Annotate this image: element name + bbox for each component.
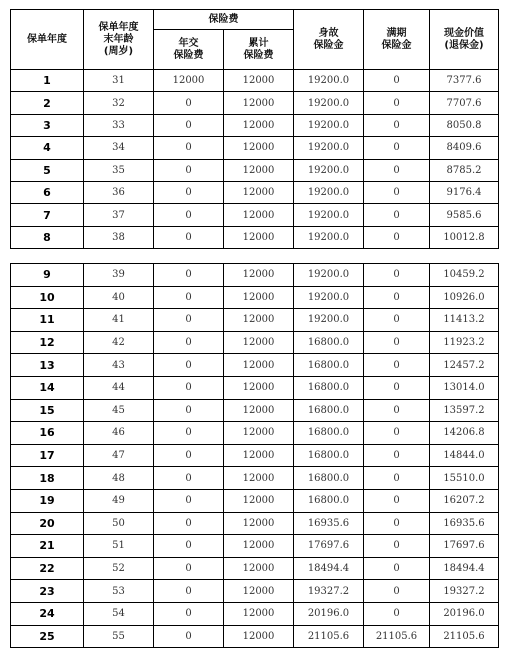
cell-death-benefit: 16800.0 — [294, 467, 364, 490]
cell-cumulative-premium: 12000 — [224, 264, 294, 287]
cell-cash-value: 8785.2 — [430, 159, 499, 181]
cell-cumulative-premium: 12000 — [224, 625, 294, 648]
cell-death-benefit: 18494.4 — [294, 557, 364, 580]
cell-cash-value: 7377.6 — [430, 70, 499, 92]
cell-death-benefit: 19200.0 — [294, 159, 364, 181]
table-row — [11, 331, 499, 354]
cell-death-benefit: 16800.0 — [294, 354, 364, 377]
cell-maturity-benefit: 0 — [364, 70, 430, 92]
cell-age: 50 — [84, 512, 154, 535]
cell-annual-premium: 12000 — [154, 70, 224, 92]
cell-cash-value: 10012.8 — [430, 226, 499, 248]
cell-annual-premium: 0 — [154, 489, 224, 512]
cell-annual-premium: 0 — [154, 376, 224, 399]
cell-annual-premium: 0 — [154, 226, 224, 248]
cell-annual-premium: 0 — [154, 264, 224, 287]
cell-policy-year: 1 — [11, 70, 84, 92]
cell-cash-value: 21105.6 — [430, 625, 499, 648]
cell-cash-value: 8050.8 — [430, 114, 499, 136]
cell-age: 45 — [84, 399, 154, 422]
cell-annual-premium: 0 — [154, 535, 224, 558]
table-row — [11, 444, 499, 467]
table-row — [11, 580, 499, 603]
cell-cumulative-premium: 12000 — [224, 92, 294, 114]
cell-cumulative-premium: 12000 — [224, 137, 294, 159]
cell-cumulative-premium: 12000 — [224, 204, 294, 226]
cell-age: 31 — [84, 70, 154, 92]
cell-age: 44 — [84, 376, 154, 399]
cell-annual-premium: 0 — [154, 467, 224, 490]
cell-policy-year: 18 — [11, 467, 84, 490]
header-annual-premium: 年交 保险费 — [154, 30, 224, 70]
cell-maturity-benefit: 0 — [364, 444, 430, 467]
cell-age: 52 — [84, 557, 154, 580]
table-row — [11, 181, 499, 203]
header-age: 保单年度 末年龄 (周岁) — [84, 10, 154, 70]
cell-annual-premium: 0 — [154, 602, 224, 625]
cell-policy-year: 9 — [11, 264, 84, 287]
header-cash-value: 现金价值 (退保金) — [430, 10, 499, 70]
policy-benefit-table-part-1 — [10, 9, 499, 249]
cell-age: 47 — [84, 444, 154, 467]
cell-policy-year: 20 — [11, 512, 84, 535]
cell-age: 46 — [84, 422, 154, 445]
table-row — [11, 467, 499, 490]
cell-death-benefit: 19327.2 — [294, 580, 364, 603]
cell-death-benefit: 16935.6 — [294, 512, 364, 535]
table-row — [11, 159, 499, 181]
cell-cash-value: 15510.0 — [430, 467, 499, 490]
cell-annual-premium: 0 — [154, 159, 224, 181]
cell-death-benefit: 19200.0 — [294, 181, 364, 203]
header-cumulative-premium: 累计 保险费 — [224, 30, 294, 70]
cell-maturity-benefit: 0 — [364, 309, 430, 332]
cell-death-benefit: 19200.0 — [294, 264, 364, 287]
table-row — [11, 602, 499, 625]
cell-annual-premium: 0 — [154, 286, 224, 309]
cell-age: 42 — [84, 331, 154, 354]
cell-cash-value: 16207.2 — [430, 489, 499, 512]
cell-annual-premium: 0 — [154, 399, 224, 422]
cell-policy-year: 12 — [11, 331, 84, 354]
cell-cash-value: 20196.0 — [430, 602, 499, 625]
cell-maturity-benefit: 0 — [364, 226, 430, 248]
cell-cash-value: 9176.4 — [430, 181, 499, 203]
cell-annual-premium: 0 — [154, 354, 224, 377]
cell-cash-value: 10459.2 — [430, 264, 499, 287]
cell-policy-year: 16 — [11, 422, 84, 445]
cell-cumulative-premium: 12000 — [224, 489, 294, 512]
cell-maturity-benefit: 0 — [364, 114, 430, 136]
cell-cash-value: 11923.2 — [430, 331, 499, 354]
cell-policy-year: 23 — [11, 580, 84, 603]
table-row — [11, 376, 499, 399]
cell-maturity-benefit: 0 — [364, 512, 430, 535]
cell-policy-year: 17 — [11, 444, 84, 467]
cell-cash-value: 13014.0 — [430, 376, 499, 399]
cell-age: 55 — [84, 625, 154, 648]
cell-policy-year: 25 — [11, 625, 84, 648]
cell-maturity-benefit: 0 — [364, 286, 430, 309]
cell-policy-year: 10 — [11, 286, 84, 309]
table-row — [11, 309, 499, 332]
cell-cash-value: 17697.6 — [430, 535, 499, 558]
cell-maturity-benefit: 0 — [364, 264, 430, 287]
cell-age: 48 — [84, 467, 154, 490]
cell-death-benefit: 19200.0 — [294, 70, 364, 92]
cell-policy-year: 5 — [11, 159, 84, 181]
cell-maturity-benefit: 0 — [364, 159, 430, 181]
cell-maturity-benefit: 0 — [364, 580, 430, 603]
table-row — [11, 286, 499, 309]
cell-age: 33 — [84, 114, 154, 136]
cell-policy-year: 4 — [11, 137, 84, 159]
cell-cumulative-premium: 12000 — [224, 286, 294, 309]
cell-age: 35 — [84, 159, 154, 181]
table-row — [11, 264, 499, 287]
cell-age: 34 — [84, 137, 154, 159]
header-premium-group: 保险费 — [154, 10, 294, 30]
table-row — [11, 535, 499, 558]
cell-maturity-benefit: 0 — [364, 331, 430, 354]
cell-annual-premium: 0 — [154, 557, 224, 580]
cell-death-benefit: 19200.0 — [294, 286, 364, 309]
cell-cumulative-premium: 12000 — [224, 467, 294, 490]
table-gap — [0, 249, 509, 263]
table-row — [11, 204, 499, 226]
table-row — [11, 512, 499, 535]
cell-age: 32 — [84, 92, 154, 114]
table-row — [11, 489, 499, 512]
cell-annual-premium: 0 — [154, 114, 224, 136]
cell-cash-value: 12457.2 — [430, 354, 499, 377]
cell-death-benefit: 21105.6 — [294, 625, 364, 648]
cell-policy-year: 21 — [11, 535, 84, 558]
cell-cash-value: 9585.6 — [430, 204, 499, 226]
cell-policy-year: 19 — [11, 489, 84, 512]
table-row — [11, 625, 499, 648]
cell-policy-year: 24 — [11, 602, 84, 625]
cell-death-benefit: 16800.0 — [294, 376, 364, 399]
cell-death-benefit: 19200.0 — [294, 114, 364, 136]
table-body-part-1 — [11, 70, 499, 249]
cell-cumulative-premium: 12000 — [224, 376, 294, 399]
table-row — [11, 226, 499, 248]
table-row — [11, 399, 499, 422]
cell-death-benefit: 16800.0 — [294, 331, 364, 354]
cell-age: 41 — [84, 309, 154, 332]
cell-maturity-benefit: 0 — [364, 181, 430, 203]
cell-maturity-benefit: 0 — [364, 376, 430, 399]
table-row — [11, 137, 499, 159]
cell-cumulative-premium: 12000 — [224, 181, 294, 203]
cell-death-benefit: 19200.0 — [294, 309, 364, 332]
cell-cumulative-premium: 12000 — [224, 226, 294, 248]
cell-death-benefit: 20196.0 — [294, 602, 364, 625]
policy-benefit-table-part-2 — [10, 263, 499, 648]
table-row — [11, 354, 499, 377]
cell-cash-value: 11413.2 — [430, 309, 499, 332]
cell-cumulative-premium: 12000 — [224, 580, 294, 603]
cell-cash-value: 14206.8 — [430, 422, 499, 445]
cell-maturity-benefit: 0 — [364, 399, 430, 422]
header-policy-year: 保单年度 — [11, 10, 84, 70]
cell-age: 53 — [84, 580, 154, 603]
cell-cumulative-premium: 12000 — [224, 331, 294, 354]
cell-cumulative-premium: 12000 — [224, 114, 294, 136]
table-body-part-2 — [11, 264, 499, 648]
cell-annual-premium: 0 — [154, 204, 224, 226]
cell-cumulative-premium: 12000 — [224, 159, 294, 181]
cell-maturity-benefit: 0 — [364, 204, 430, 226]
cell-policy-year: 11 — [11, 309, 84, 332]
cell-cash-value: 8409.6 — [430, 137, 499, 159]
cell-annual-premium: 0 — [154, 444, 224, 467]
cell-annual-premium: 0 — [154, 181, 224, 203]
cell-age: 38 — [84, 226, 154, 248]
cell-cash-value: 19327.2 — [430, 580, 499, 603]
cell-policy-year: 2 — [11, 92, 84, 114]
cell-policy-year: 15 — [11, 399, 84, 422]
cell-age: 36 — [84, 181, 154, 203]
table-row — [11, 557, 499, 580]
cell-maturity-benefit: 0 — [364, 602, 430, 625]
table-row — [11, 70, 499, 92]
cell-annual-premium: 0 — [154, 137, 224, 159]
cell-cash-value: 16935.6 — [430, 512, 499, 535]
cell-age: 43 — [84, 354, 154, 377]
cell-annual-premium: 0 — [154, 625, 224, 648]
cell-maturity-benefit: 0 — [364, 557, 430, 580]
header-maturity-benefit: 满期 保险金 — [364, 10, 430, 70]
cell-age: 51 — [84, 535, 154, 558]
cell-cumulative-premium: 12000 — [224, 399, 294, 422]
cell-maturity-benefit: 0 — [364, 92, 430, 114]
cell-policy-year: 13 — [11, 354, 84, 377]
cell-annual-premium: 0 — [154, 580, 224, 603]
cell-age: 54 — [84, 602, 154, 625]
cell-age: 40 — [84, 286, 154, 309]
cell-death-benefit: 16800.0 — [294, 422, 364, 445]
cell-death-benefit: 19200.0 — [294, 226, 364, 248]
cell-annual-premium: 0 — [154, 512, 224, 535]
cell-cash-value: 18494.4 — [430, 557, 499, 580]
cell-maturity-benefit: 0 — [364, 467, 430, 490]
cell-age: 49 — [84, 489, 154, 512]
cell-cumulative-premium: 12000 — [224, 354, 294, 377]
cell-annual-premium: 0 — [154, 331, 224, 354]
cell-cash-value: 14844.0 — [430, 444, 499, 467]
cell-age: 37 — [84, 204, 154, 226]
cell-cash-value: 10926.0 — [430, 286, 499, 309]
cell-age: 39 — [84, 264, 154, 287]
cell-cumulative-premium: 12000 — [224, 70, 294, 92]
cell-policy-year: 7 — [11, 204, 84, 226]
cell-cash-value: 13597.2 — [430, 399, 499, 422]
cell-annual-premium: 0 — [154, 92, 224, 114]
cell-maturity-benefit: 0 — [364, 535, 430, 558]
cell-maturity-benefit: 0 — [364, 354, 430, 377]
cell-maturity-benefit: 0 — [364, 422, 430, 445]
cell-cumulative-premium: 12000 — [224, 444, 294, 467]
cell-death-benefit: 16800.0 — [294, 444, 364, 467]
cell-cumulative-premium: 12000 — [224, 512, 294, 535]
table-row — [11, 422, 499, 445]
cell-death-benefit: 16800.0 — [294, 489, 364, 512]
cell-annual-premium: 0 — [154, 309, 224, 332]
cell-cumulative-premium: 12000 — [224, 535, 294, 558]
cell-maturity-benefit: 0 — [364, 137, 430, 159]
table-row — [11, 114, 499, 136]
cell-cumulative-premium: 12000 — [224, 422, 294, 445]
cell-death-benefit: 17697.6 — [294, 535, 364, 558]
cell-death-benefit: 19200.0 — [294, 92, 364, 114]
cell-death-benefit: 19200.0 — [294, 137, 364, 159]
cell-policy-year: 14 — [11, 376, 84, 399]
cell-death-benefit: 19200.0 — [294, 204, 364, 226]
cell-policy-year: 22 — [11, 557, 84, 580]
table-row — [11, 92, 499, 114]
cell-cumulative-premium: 12000 — [224, 557, 294, 580]
cell-maturity-benefit: 0 — [364, 489, 430, 512]
cell-policy-year: 6 — [11, 181, 84, 203]
cell-cumulative-premium: 12000 — [224, 602, 294, 625]
cell-policy-year: 8 — [11, 226, 84, 248]
cell-cash-value: 7707.6 — [430, 92, 499, 114]
cell-death-benefit: 16800.0 — [294, 399, 364, 422]
cell-policy-year: 3 — [11, 114, 84, 136]
header-death-benefit: 身故 保险金 — [294, 10, 364, 70]
cell-cumulative-premium: 12000 — [224, 309, 294, 332]
cell-annual-premium: 0 — [154, 422, 224, 445]
cell-maturity-benefit: 21105.6 — [364, 625, 430, 648]
